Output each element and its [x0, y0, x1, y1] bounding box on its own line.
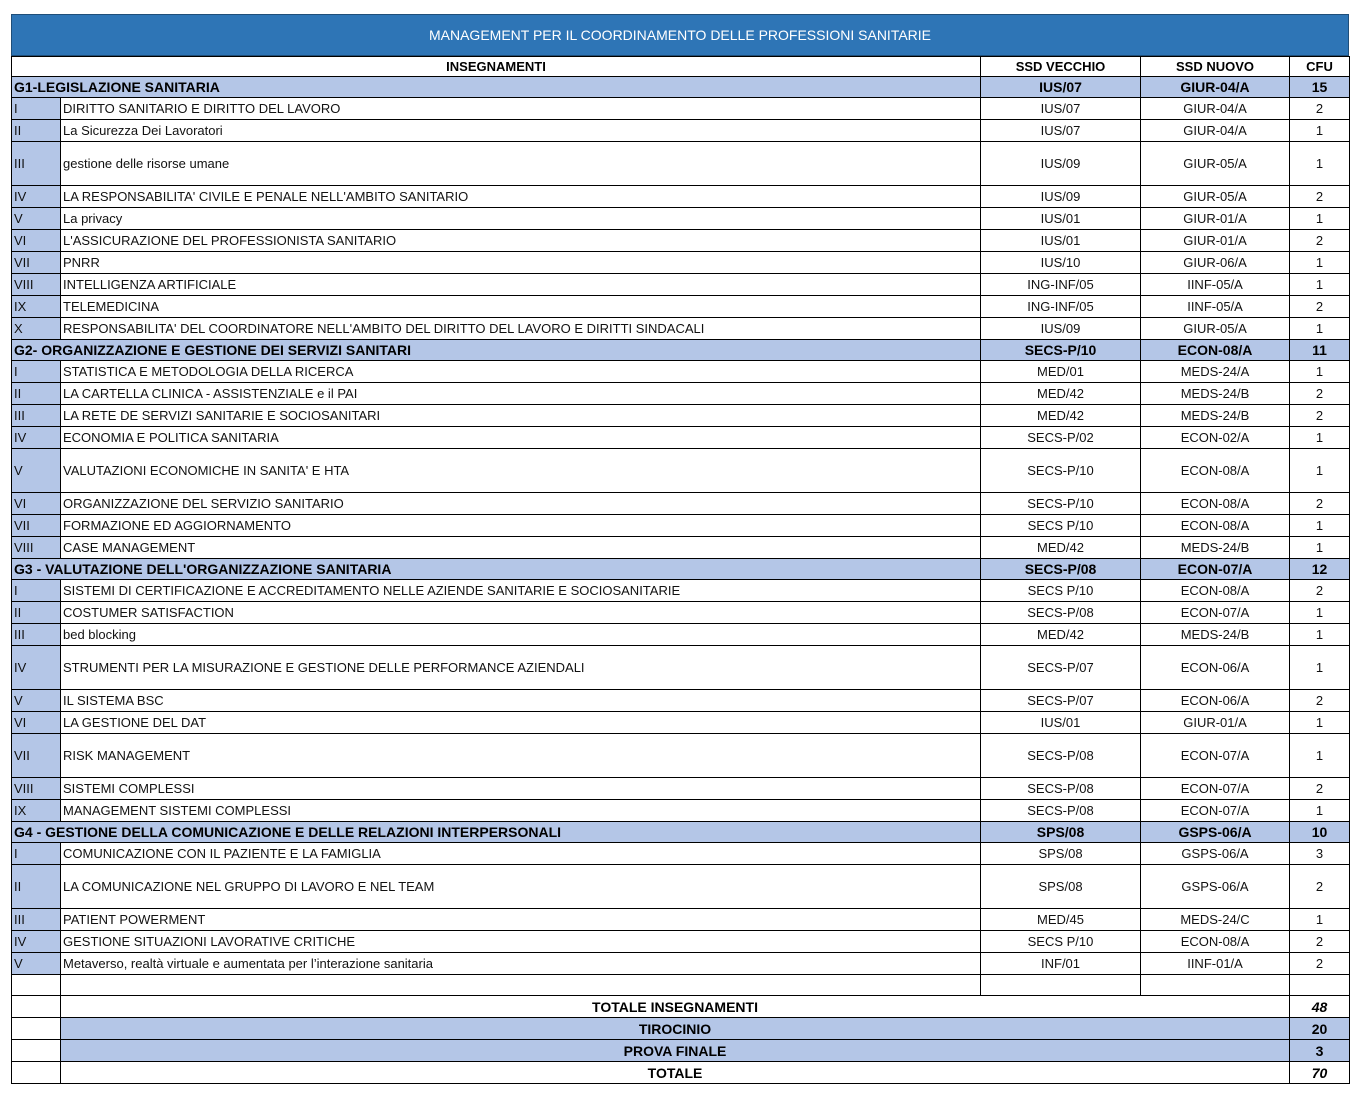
group-row	[12, 559, 1350, 580]
course-number: III	[12, 405, 61, 427]
course-ssd-nuovo: ECON-07/A	[1141, 734, 1290, 778]
course-cfu: 1	[1290, 252, 1350, 274]
course-ssd-vecchio: SECS-P/02	[981, 427, 1141, 449]
course-cfu: 2	[1290, 98, 1350, 120]
course-name: ECONOMIA E POLITICA SANITARIA	[61, 427, 981, 449]
course-cfu: 1	[1290, 361, 1350, 383]
table-row	[12, 953, 1350, 975]
course-ssd-vecchio: IUS/09	[981, 318, 1141, 340]
course-cfu: 2	[1290, 405, 1350, 427]
total-spacer	[12, 1062, 61, 1084]
course-number: VI	[12, 493, 61, 515]
course-cfu: 1	[1290, 624, 1350, 646]
course-cfu: 1	[1290, 449, 1350, 493]
table-row	[12, 931, 1350, 953]
table-row	[12, 208, 1350, 230]
course-cfu: 3	[1290, 843, 1350, 865]
course-ssd-nuovo: GSPS-06/A	[1141, 865, 1290, 909]
table-row	[12, 778, 1350, 800]
total-value: 48	[1290, 996, 1350, 1018]
table-row	[12, 405, 1350, 427]
course-number: II	[12, 120, 61, 142]
table-row	[12, 537, 1350, 559]
total-spacer	[12, 1018, 61, 1040]
table-row	[12, 98, 1350, 120]
blank-cell	[981, 975, 1141, 996]
course-ssd-vecchio: INF/01	[981, 953, 1141, 975]
group-ssd-vecchio: SPS/08	[981, 822, 1141, 843]
header-row	[12, 57, 1350, 77]
group-name: G2- ORGANIZZAZIONE E GESTIONE DEI SERVIZI SANITARI	[12, 340, 981, 361]
course-ssd-vecchio: SPS/08	[981, 865, 1141, 909]
course-ssd-nuovo: ECON-07/A	[1141, 800, 1290, 822]
course-cfu: 2	[1290, 493, 1350, 515]
table-row	[12, 361, 1350, 383]
table-row	[12, 865, 1350, 909]
course-name: Metaverso, realtà virtuale e aumentata per l’interazione sanitaria	[61, 953, 981, 975]
course-ssd-vecchio: IUS/01	[981, 712, 1141, 734]
course-ssd-nuovo: MEDS-24/B	[1141, 624, 1290, 646]
course-number: VIII	[12, 274, 61, 296]
course-ssd-nuovo: GIUR-05/A	[1141, 186, 1290, 208]
course-number: I	[12, 580, 61, 602]
course-name: STRUMENTI PER LA MISURAZIONE E GESTIONE DELLE PERFORMANCE AZIENDALI	[61, 646, 981, 690]
course-ssd-nuovo: ECON-06/A	[1141, 646, 1290, 690]
course-name: SISTEMI COMPLESSI	[61, 778, 981, 800]
course-name: La privacy	[61, 208, 981, 230]
group-row	[12, 77, 1350, 98]
course-ssd-nuovo: GSPS-06/A	[1141, 843, 1290, 865]
course-cfu: 1	[1290, 274, 1350, 296]
course-ssd-nuovo: ECON-07/A	[1141, 778, 1290, 800]
course-number: IX	[12, 296, 61, 318]
group-ssd-nuovo: GSPS-06/A	[1141, 822, 1290, 843]
course-ssd-nuovo: GIUR-01/A	[1141, 230, 1290, 252]
sheet-title	[11, 14, 1349, 56]
curriculum-table	[11, 56, 1350, 1084]
course-ssd-nuovo: MEDS-24/B	[1141, 383, 1290, 405]
blank-row	[12, 975, 1350, 996]
group-ssd-vecchio: SECS-P/10	[981, 340, 1141, 361]
course-cfu: 1	[1290, 646, 1350, 690]
course-number: III	[12, 624, 61, 646]
course-ssd-nuovo: GIUR-01/A	[1141, 208, 1290, 230]
course-number: II	[12, 602, 61, 624]
course-cfu: 1	[1290, 909, 1350, 931]
course-number: IV	[12, 931, 61, 953]
course-ssd-vecchio: SPS/08	[981, 843, 1141, 865]
course-name: INTELLIGENZA ARTIFICIALE	[61, 274, 981, 296]
course-ssd-nuovo: ECON-06/A	[1141, 690, 1290, 712]
group-cfu: 10	[1290, 822, 1350, 843]
group-cfu: 11	[1290, 340, 1350, 361]
table-row	[12, 624, 1350, 646]
table-row	[12, 843, 1350, 865]
course-ssd-vecchio: MED/42	[981, 405, 1141, 427]
course-name: SISTEMI DI CERTIFICAZIONE E ACCREDITAMENTO NELLE AZIENDE SANITARIE E SOCIOSANITARIE	[61, 580, 981, 602]
course-name: bed blocking	[61, 624, 981, 646]
course-name: MANAGEMENT SISTEMI COMPLESSI	[61, 800, 981, 822]
course-number: VI	[12, 712, 61, 734]
course-cfu: 2	[1290, 580, 1350, 602]
total-spacer	[12, 996, 61, 1018]
course-number: V	[12, 690, 61, 712]
course-ssd-vecchio: IUS/09	[981, 142, 1141, 186]
course-name: ORGANIZZAZIONE DEL SERVIZIO SANITARIO	[61, 493, 981, 515]
total-label: TOTALE INSEGNAMENTI	[61, 996, 1290, 1018]
course-number: I	[12, 361, 61, 383]
course-cfu: 2	[1290, 296, 1350, 318]
course-ssd-vecchio: SECS-P/07	[981, 646, 1141, 690]
course-ssd-nuovo: IINF-05/A	[1141, 296, 1290, 318]
course-ssd-vecchio: MED/42	[981, 537, 1141, 559]
course-ssd-nuovo: IINF-05/A	[1141, 274, 1290, 296]
course-ssd-vecchio: ING-INF/05	[981, 296, 1141, 318]
blank-cell	[12, 975, 61, 996]
table-row	[12, 515, 1350, 537]
course-number: I	[12, 843, 61, 865]
course-ssd-vecchio: ING-INF/05	[981, 274, 1141, 296]
course-ssd-vecchio: SECS P/10	[981, 580, 1141, 602]
total-label: TOTALE	[61, 1062, 1290, 1084]
table-row	[12, 493, 1350, 515]
course-name: LA CARTELLA CLINICA - ASSISTENZIALE e il PAI	[61, 383, 981, 405]
table-row	[12, 383, 1350, 405]
total-row	[12, 1040, 1350, 1062]
table-row	[12, 318, 1350, 340]
course-cfu: 1	[1290, 142, 1350, 186]
group-ssd-nuovo: ECON-07/A	[1141, 559, 1290, 580]
group-ssd-nuovo: GIUR-04/A	[1141, 77, 1290, 98]
group-name: G3 - VALUTAZIONE DELL'ORGANIZZAZIONE SANITARIA	[12, 559, 981, 580]
course-ssd-vecchio: SECS-P/10	[981, 493, 1141, 515]
table-row	[12, 142, 1350, 186]
blank-cell	[61, 975, 981, 996]
course-number: III	[12, 909, 61, 931]
course-ssd-vecchio: SECS P/10	[981, 515, 1141, 537]
table-row	[12, 230, 1350, 252]
course-cfu: 1	[1290, 537, 1350, 559]
table-row	[12, 252, 1350, 274]
total-label: PROVA FINALE	[61, 1040, 1290, 1062]
course-number: II	[12, 865, 61, 909]
table-row	[12, 427, 1350, 449]
course-cfu: 1	[1290, 712, 1350, 734]
course-number: VI	[12, 230, 61, 252]
course-ssd-nuovo: MEDS-24/B	[1141, 405, 1290, 427]
course-number: VIII	[12, 778, 61, 800]
course-ssd-nuovo: GIUR-01/A	[1141, 712, 1290, 734]
sheet-title-text: MANAGEMENT PER IL COORDINAMENTO DELLE PROFESSIONI SANITARIE	[428, 27, 932, 43]
table-row	[12, 712, 1350, 734]
course-ssd-nuovo: ECON-08/A	[1141, 493, 1290, 515]
course-ssd-nuovo: ECON-02/A	[1141, 427, 1290, 449]
course-cfu: 2	[1290, 931, 1350, 953]
course-cfu: 1	[1290, 120, 1350, 142]
blank-cell	[1290, 975, 1350, 996]
course-ssd-nuovo: ECON-08/A	[1141, 931, 1290, 953]
course-number: IX	[12, 800, 61, 822]
curriculum-sheet	[11, 14, 1349, 1084]
course-name: STATISTICA E METODOLOGIA DELLA RICERCA	[61, 361, 981, 383]
group-cfu: 15	[1290, 77, 1350, 98]
course-ssd-vecchio: SECS P/10	[981, 931, 1141, 953]
total-row	[12, 1018, 1350, 1040]
course-number: VII	[12, 252, 61, 274]
course-ssd-vecchio: MED/01	[981, 361, 1141, 383]
total-label: TIROCINIO	[61, 1018, 1290, 1040]
course-cfu: 2	[1290, 865, 1350, 909]
blank-cell	[1141, 975, 1290, 996]
total-value: 3	[1290, 1040, 1350, 1062]
table-row	[12, 296, 1350, 318]
course-ssd-nuovo: GIUR-05/A	[1141, 142, 1290, 186]
course-cfu: 1	[1290, 427, 1350, 449]
course-name: RESPONSABILITA' DEL COORDINATORE NELL'AMBITO DEL DIRITTO DEL LAVORO E DIRITTI SINDACALI	[61, 318, 981, 340]
table-row	[12, 646, 1350, 690]
course-ssd-nuovo: ECON-07/A	[1141, 602, 1290, 624]
course-ssd-vecchio: SECS-P/08	[981, 602, 1141, 624]
course-name: TELEMEDICINA	[61, 296, 981, 318]
total-spacer	[12, 1040, 61, 1062]
course-ssd-nuovo: ECON-08/A	[1141, 580, 1290, 602]
table-row	[12, 800, 1350, 822]
course-number: X	[12, 318, 61, 340]
course-cfu: 1	[1290, 800, 1350, 822]
course-ssd-nuovo: GIUR-04/A	[1141, 120, 1290, 142]
course-cfu: 2	[1290, 383, 1350, 405]
course-name: VALUTAZIONI ECONOMICHE IN SANITA' E HTA	[61, 449, 981, 493]
total-row	[12, 996, 1350, 1018]
table-row	[12, 274, 1350, 296]
course-name: RISK MANAGEMENT	[61, 734, 981, 778]
course-ssd-vecchio: MED/42	[981, 624, 1141, 646]
course-ssd-vecchio: IUS/09	[981, 186, 1141, 208]
header-ssd-vecchio: SSD VECCHIO	[981, 57, 1141, 77]
course-number: VII	[12, 515, 61, 537]
group-name: G4 - GESTIONE DELLA COMUNICAZIONE E DELLE RELAZIONI INTERPERSONALI	[12, 822, 981, 843]
group-ssd-nuovo: ECON-08/A	[1141, 340, 1290, 361]
table-row	[12, 690, 1350, 712]
course-number: V	[12, 449, 61, 493]
group-cfu: 12	[1290, 559, 1350, 580]
course-name: PNRR	[61, 252, 981, 274]
total-value: 70	[1290, 1062, 1350, 1084]
course-number: VIII	[12, 537, 61, 559]
table-row	[12, 602, 1350, 624]
course-ssd-vecchio: SECS-P/08	[981, 734, 1141, 778]
table-row	[12, 120, 1350, 142]
course-name: L'ASSICURAZIONE DEL PROFESSIONISTA SANITARIO	[61, 230, 981, 252]
course-cfu: 2	[1290, 690, 1350, 712]
course-ssd-nuovo: MEDS-24/B	[1141, 537, 1290, 559]
course-number: III	[12, 142, 61, 186]
course-cfu: 2	[1290, 953, 1350, 975]
course-name: gestione delle risorse umane	[61, 142, 981, 186]
course-ssd-vecchio: SECS-P/08	[981, 800, 1141, 822]
course-ssd-nuovo: MEDS-24/C	[1141, 909, 1290, 931]
course-number: I	[12, 98, 61, 120]
course-number: V	[12, 208, 61, 230]
course-ssd-nuovo: GIUR-05/A	[1141, 318, 1290, 340]
course-ssd-vecchio: MED/45	[981, 909, 1141, 931]
table-row	[12, 909, 1350, 931]
course-name: La Sicurezza Dei Lavoratori	[61, 120, 981, 142]
course-ssd-nuovo: IINF-01/A	[1141, 953, 1290, 975]
course-cfu: 1	[1290, 208, 1350, 230]
course-name: PATIENT POWERMENT	[61, 909, 981, 931]
total-row	[12, 1062, 1350, 1084]
course-ssd-vecchio: SECS-P/08	[981, 778, 1141, 800]
table-row	[12, 580, 1350, 602]
course-number: VII	[12, 734, 61, 778]
course-name: FORMAZIONE ED AGGIORNAMENTO	[61, 515, 981, 537]
table-row	[12, 734, 1350, 778]
course-cfu: 2	[1290, 186, 1350, 208]
course-number: V	[12, 953, 61, 975]
course-cfu: 1	[1290, 318, 1350, 340]
course-cfu: 2	[1290, 778, 1350, 800]
course-ssd-vecchio: SECS-P/07	[981, 690, 1141, 712]
group-ssd-vecchio: IUS/07	[981, 77, 1141, 98]
course-name: DIRITTO SANITARIO E DIRITTO DEL LAVORO	[61, 98, 981, 120]
course-number: IV	[12, 646, 61, 690]
course-ssd-nuovo: GIUR-04/A	[1141, 98, 1290, 120]
group-row	[12, 340, 1350, 361]
course-ssd-vecchio: IUS/07	[981, 120, 1141, 142]
course-ssd-vecchio: IUS/07	[981, 98, 1141, 120]
header-insegnamenti: INSEGNAMENTI	[12, 57, 981, 77]
course-ssd-vecchio: IUS/01	[981, 208, 1141, 230]
course-ssd-vecchio: SECS-P/10	[981, 449, 1141, 493]
total-value: 20	[1290, 1018, 1350, 1040]
course-number: II	[12, 383, 61, 405]
course-number: IV	[12, 427, 61, 449]
course-ssd-nuovo: MEDS-24/A	[1141, 361, 1290, 383]
course-ssd-nuovo: ECON-08/A	[1141, 449, 1290, 493]
table-row	[12, 186, 1350, 208]
table-row	[12, 449, 1350, 493]
course-name: GESTIONE SITUAZIONI LAVORATIVE CRITICHE	[61, 931, 981, 953]
course-name: LA GESTIONE DEL DAT	[61, 712, 981, 734]
course-ssd-vecchio: MED/42	[981, 383, 1141, 405]
course-cfu: 1	[1290, 602, 1350, 624]
course-name: COMUNICAZIONE CON IL PAZIENTE E LA FAMIGLIA	[61, 843, 981, 865]
header-cfu: CFU	[1290, 57, 1350, 77]
course-ssd-nuovo: ECON-08/A	[1141, 515, 1290, 537]
course-ssd-vecchio: IUS/01	[981, 230, 1141, 252]
course-name: LA RETE DE SERVIZI SANITARIE E SOCIOSANITARI	[61, 405, 981, 427]
course-cfu: 1	[1290, 734, 1350, 778]
course-cfu: 1	[1290, 515, 1350, 537]
course-name: COSTUMER SATISFACTION	[61, 602, 981, 624]
course-name: CASE MANAGEMENT	[61, 537, 981, 559]
course-cfu: 2	[1290, 230, 1350, 252]
group-row	[12, 822, 1350, 843]
course-name: LA RESPONSABILITA' CIVILE E PENALE NELL'AMBITO SANITARIO	[61, 186, 981, 208]
group-ssd-vecchio: SECS-P/08	[981, 559, 1141, 580]
course-name: IL SISTEMA BSC	[61, 690, 981, 712]
header-ssd-nuovo: SSD NUOVO	[1141, 57, 1290, 77]
course-ssd-nuovo: GIUR-06/A	[1141, 252, 1290, 274]
course-number: IV	[12, 186, 61, 208]
course-name: LA COMUNICAZIONE NEL GRUPPO DI LAVORO E NEL TEAM	[61, 865, 981, 909]
course-ssd-vecchio: IUS/10	[981, 252, 1141, 274]
group-name: G1-LEGISLAZIONE SANITARIA	[12, 77, 981, 98]
